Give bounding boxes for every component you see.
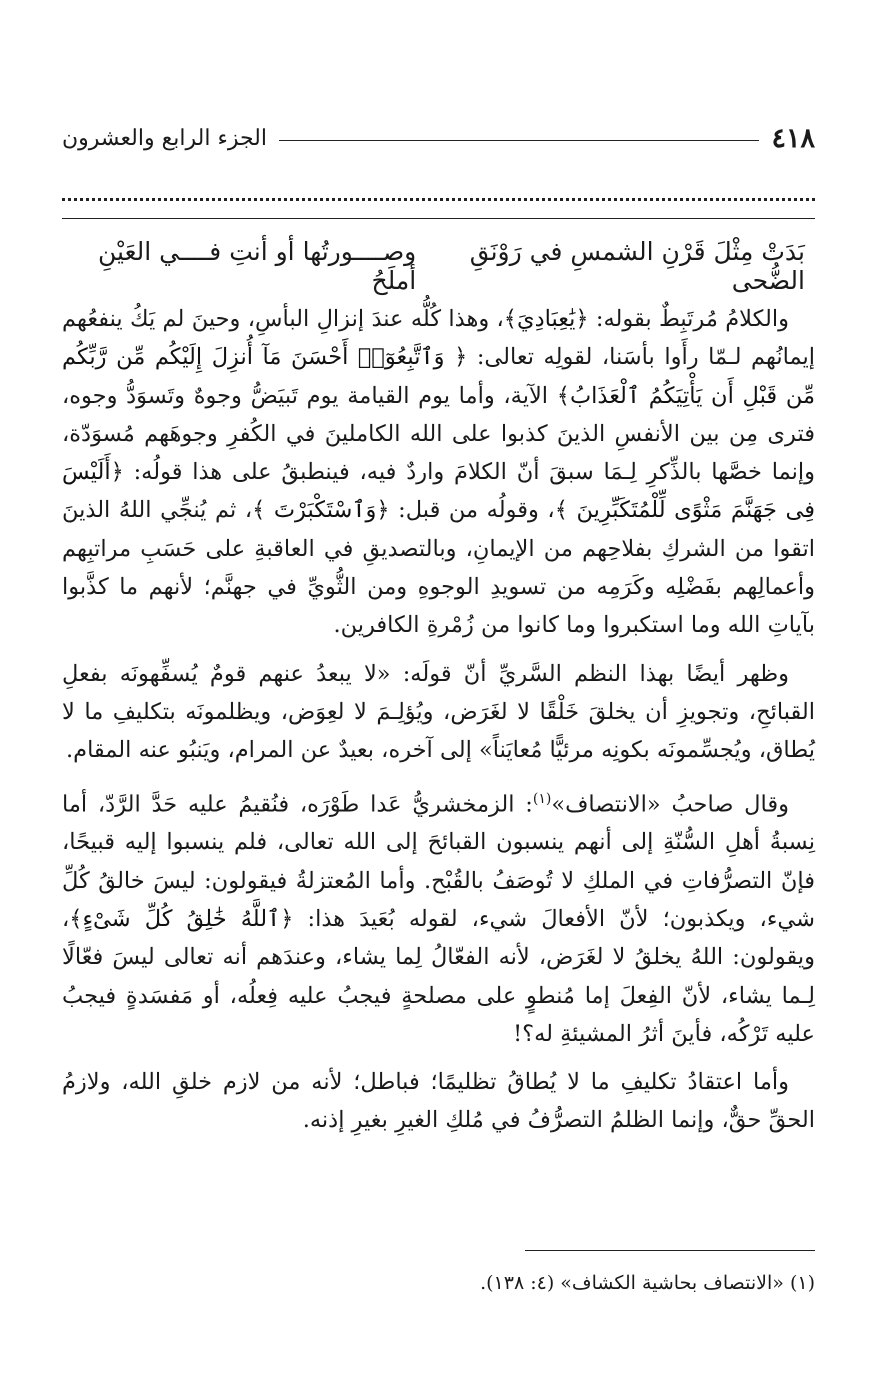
text-span: ، وقولُه من قبل: xyxy=(389,497,555,524)
page-header xyxy=(62,118,815,158)
paragraph-3 xyxy=(62,780,815,1054)
text-span: والكلامُ مُرتَبِطٌ بقوله: xyxy=(588,306,789,332)
text-span: وقال صاحبُ «الانتصاف» xyxy=(551,791,790,818)
page-number: ٤١٨ xyxy=(771,122,815,154)
footnote-reference[interactable]: (١) xyxy=(532,790,552,807)
footnote-rule xyxy=(525,1250,815,1251)
running-title: الجزء الرابع والعشرون xyxy=(62,125,267,151)
quran-quote: ﴿ وَٱتَّبِعُوٓا۟ أَحْسَنَ مَآ أُنزِلَ إِلَيْكُم مِّن رَّبِّكُم مِّن قَبْلِ أَن يَأْتِيَكُمُ ٱلْعَذَابُ﴾ xyxy=(62,344,815,409)
text-span: ، وهذا كُلُّه عندَ إنزالِ البأسِ، وحينَ لم يَكُ ينفعُهم إيمانُهم لـمّا رأَوا بأسَنا، لقولِه تعالى: xyxy=(62,306,815,371)
paragraph-4: وأما اعتقادُ تكليفِ ما لا يُطاقُ تظليمًا؛ فباطل؛ لأنه من لازم خلقِ الله، ولازمُ الحقِّ حقٌّ، وإنما الظلمُ التصرُّفُ في مُلكِ الغيرِ بغيرِ إذنه. xyxy=(62,1069,815,1134)
paragraph-2: وظهر أيضًا بهذا النظم السَّريِّ أنّ قولَه: «لا يبعدُ عنهم قومٌ يُسفِّهونَه بفعلِ القبائحِ، وتجويزِ أن يخلقَ خَلْقًا لا لغَرَض، ويُؤلِـمَ لا لعِوَض، ويظلمونَه بتكليفِ ما لا يُطاق، ويُجسِّمونَه بكونِه مرئيًّا مُعايَناً» إلى آخره، بعيدٌ عن المرام، ويَنبُو عنه المقام. xyxy=(62,660,815,764)
text-span: : الزمخشريُّ عَدا طَوْرَه، فنُقيمُ عليه حَدَّ الرَّدّ، أما نِسبةُ أهلِ السُّنّةِ إلى أنهم ينسبون القبائحَ إلى الله تعالى، فلم ينسبوا إليه قبيحًا، فإنّ التصرُّفاتِ في الملكِ لا تُوصَفُ بالقُبْح. وأما المُعتزلةُ فيقولون: ليسَ خالقُ كُلِّ شيء، ويكذبون؛ لأنّ الأفعالَ شيء، لقوله بُعَيدَ هذا: xyxy=(62,791,816,932)
poetry-verse xyxy=(70,237,805,295)
quran-quote: ﴿وَٱسْتَكْبَرْتَ ﴾ xyxy=(252,497,390,524)
quran-quote: ﴿ٱللَّهُ خَٰلِقُ كُلِّ شَىْءٍ﴾ xyxy=(69,905,294,932)
footnote: (١) «الانتصاف بحاشية الكشاف» (٤: ١٣٨). xyxy=(480,1272,815,1294)
quran-quote: ﴿أَلَيْسَ فِى جَهَنَّمَ مَثْوًى لِّلْمُتَكَبِّرِينَ ﴾ xyxy=(62,459,815,524)
solid-divider xyxy=(62,218,815,219)
text-span: ، ثم يُنجِّي اللهُ الذينَ اتقوا من الشركِ بفلاحِهم من الإيمانِ، وبالتصديقِ في العاقبةِ على حَسَبِ مراتبِهم وأعمالِهم بفَضْلِه وكَرَمِه من تسويدِ الوجوهِ ومن الثُّويِّ في جهنَّم؛ لأنهم ما كذَّبوا بآياتِ الله وما استكبروا وما كانوا من زُمْرةِ الكافرين. xyxy=(62,497,815,639)
main-text xyxy=(62,300,815,1150)
text-span: ، ويقولون: اللهُ يخلقُ لا لغَرَض، لأنه الفعّالُ لِما يشاء، وعندَهم أنه تعالى ليسَ فعّالًا لِـما يشاء، لأنّ الفِعلَ إما مُنطوٍ على مصلحةٍ فيجبُ عليه فِعلُه، أو مَفسَدةٍ فيجبُ عليه تَرْكُه، فأينَ أثرُ المشيئةِ له؟! xyxy=(62,905,815,1047)
text-span: الآية، وأما يوم القيامة يوم تَبيَضُّ وجوهٌ وتَسوَدُّ وجوه، فترى مِن بين الأنفسِ الذينَ كذبوا على الله الكاملينَ في الكُفرِ وجوهَهم مُسوَدّة، وإنما خصَّها بالذِّكرِ لِـمَا سبقَ أنّ الكلامَ واردٌ فيه، فينطبقُ على هذا قولُه: xyxy=(62,382,815,486)
dotted-divider xyxy=(62,198,815,201)
verse-first-hemistich: بَدَتْ مِثْلَ قَرْنِ الشمسِ في رَوْنَقِ الضُّحى xyxy=(469,237,805,295)
quran-quote: ﴿يَٰعِبَادِيَ﴾ xyxy=(503,306,589,332)
paragraph-1 xyxy=(62,300,815,645)
header-rule xyxy=(279,140,760,141)
verse-second-hemistich: وصــــورتُها أو أنتِ فــــي العَيْنِ أملَحُ xyxy=(98,237,417,295)
